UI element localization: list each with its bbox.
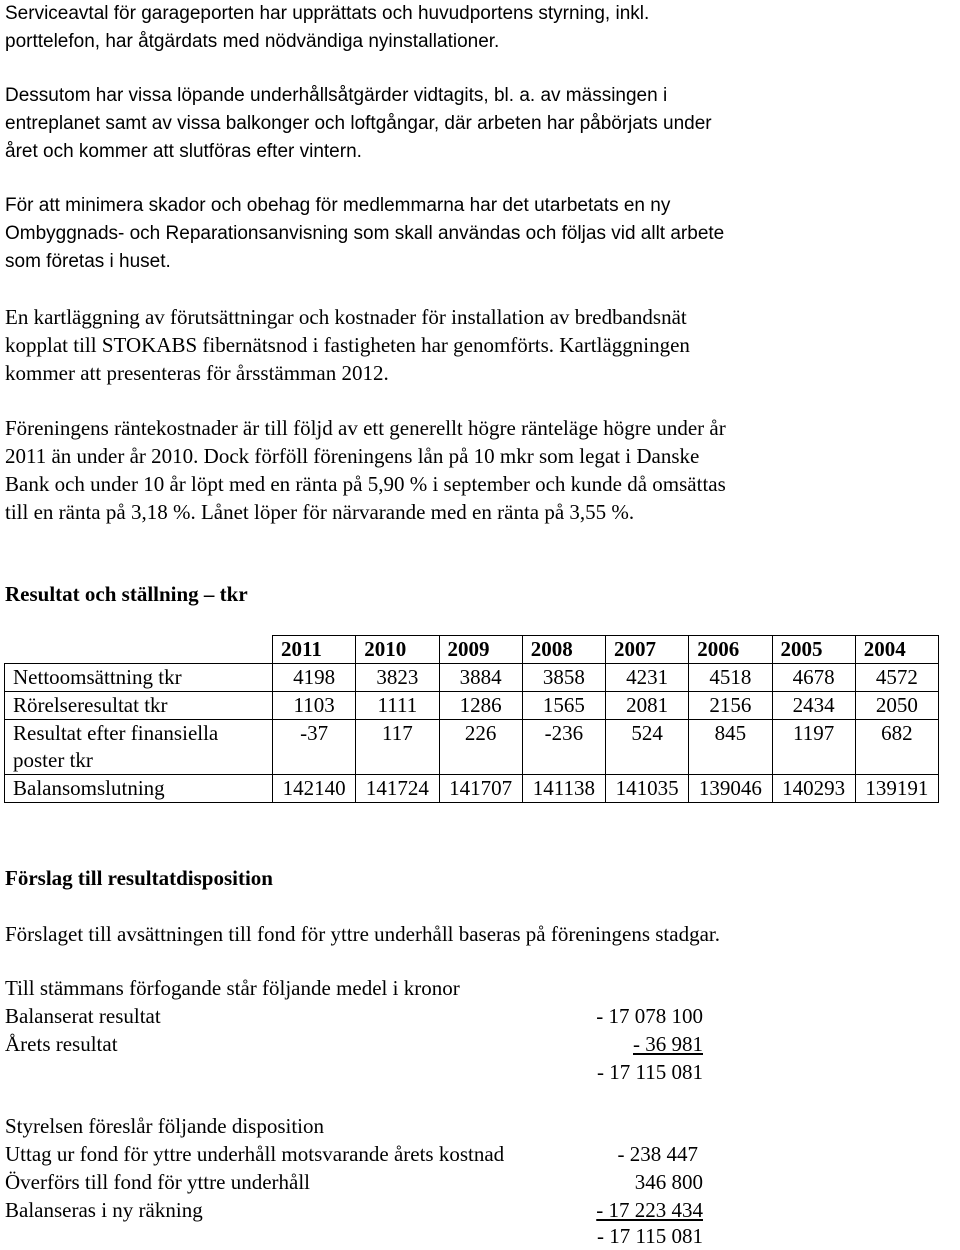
board-amount: 346 800 (634, 1170, 703, 1194)
table-cell: 2081 (606, 692, 689, 720)
table-cell: 226 (439, 720, 522, 775)
disposal-row (5, 1030, 703, 1058)
disposal-total: - 17 115 081 (597, 1060, 703, 1084)
board-row (5, 1140, 703, 1168)
disposal-label: Årets resultat (5, 1032, 118, 1056)
table-header-row (5, 636, 939, 664)
table-cell: 1103 (273, 692, 356, 720)
table-row (5, 692, 939, 720)
paragraph-renovation-guide (5, 192, 724, 276)
table-cell: 3884 (439, 664, 522, 692)
board-label: Uttag ur fond för yttre underhåll motsvarande årets kostnad (5, 1142, 505, 1166)
row-label: Nettoomsättning tkr (5, 664, 273, 692)
table-cell: 141138 (522, 775, 605, 803)
disposal-row (5, 1002, 703, 1030)
board-label: Balanseras i ny räkning (5, 1198, 203, 1222)
proposal-text: Förslaget till avsättningen till fond för yttre underhåll baseras på föreningens stadgar. (5, 922, 720, 946)
text-line: porttelefon, har åtgärdats med nödvändiga nyinstallationer. (5, 31, 500, 52)
board-label: Överförs till fond för yttre underhåll (5, 1170, 310, 1194)
text-line: kopplat till STOKABS fibernätsnod i fastigheten har genomförts. Kartläggningen (5, 333, 690, 357)
text-line: som företas i huset. (5, 251, 171, 272)
paragraph-interest (5, 414, 726, 526)
text-line: entreplanet samt av vissa balkonger och loftgångar, där arbeten har påbörjats under (5, 113, 712, 134)
table-cell: 682 (855, 720, 938, 775)
board-amount: - 17 223 434 (596, 1198, 703, 1222)
table-row (5, 775, 939, 803)
table-cell: 2434 (772, 692, 855, 720)
paragraph-service-agreement (5, 0, 649, 56)
year-header: 2007 (606, 636, 689, 664)
disposal-intro: Till stämmans förfogande står följande medel i kronor (5, 976, 460, 1000)
text-line: För att minimera skador och obehag för medlemmarna har det utarbetats en ny (5, 195, 671, 216)
section-title-results: Resultat och ställning – tkr (5, 582, 248, 606)
text-line: Ombyggnads- och Reparationsanvisning som skall användas och följas vid allt arbete (5, 223, 725, 244)
table-cell: 2050 (855, 692, 938, 720)
year-header: 2006 (689, 636, 772, 664)
board-row (5, 1168, 703, 1196)
board-total: - 17 115 081 (597, 1224, 703, 1248)
table-cell: 4231 (606, 664, 689, 692)
table-cell: 1565 (522, 692, 605, 720)
paragraph-broadband (5, 303, 690, 387)
table-cell: 141707 (439, 775, 522, 803)
row-label: Rörelseresultat tkr (5, 692, 273, 720)
disposal-amount: - 36 981 (633, 1032, 703, 1056)
table-cell: 4198 (273, 664, 356, 692)
table-cell: 141035 (606, 775, 689, 803)
table-cell: 3823 (356, 664, 439, 692)
row-label: Resultat efter finansiella poster tkr (5, 720, 273, 775)
table-cell: 4518 (689, 664, 772, 692)
table-corner-cell (5, 636, 273, 664)
results-table (4, 635, 939, 803)
disposal-amount: - 17 078 100 (596, 1004, 703, 1028)
section-title-disposition: Förslag till resultatdisposition (5, 866, 273, 890)
table-cell: 139046 (689, 775, 772, 803)
text-line: Bank och under 10 år löpt med en ränta på 5,90 % i september och kunde då omsättas (5, 472, 726, 496)
table-cell: 4678 (772, 664, 855, 692)
text-line: till en ränta på 3,18 %. Lånet löper för närvarande med en ränta på 3,55 %. (5, 500, 635, 524)
board-amount: - 238 447 (617, 1142, 698, 1166)
paragraph-maintenance (5, 82, 712, 166)
table-cell: 139191 (855, 775, 938, 803)
text-line: Föreningens räntekostnader är till följd av ett generellt högre ränteläge högre under år (5, 416, 726, 440)
table-cell: 1286 (439, 692, 522, 720)
text-line: året och kommer att slutföras efter vintern. (5, 141, 362, 162)
table-cell: 4572 (855, 664, 938, 692)
text-line: Dessutom har vissa löpande underhållsåtgärder vidtagits, bl. a. av mässingen i (5, 85, 668, 106)
year-header: 2011 (273, 636, 356, 664)
text-line: En kartläggning av förutsättningar och kostnader för installation av bredbandsnät (5, 305, 687, 329)
table-cell: 142140 (273, 775, 356, 803)
table-cell: 117 (356, 720, 439, 775)
table-cell: 524 (606, 720, 689, 775)
table-cell: -37 (273, 720, 356, 775)
table-cell: 141724 (356, 775, 439, 803)
table-cell: 1111 (356, 692, 439, 720)
table-cell: 140293 (772, 775, 855, 803)
text-line: 2011 än under år 2010. Dock förföll föreningens lån på 10 mkr som legat i Danske (5, 444, 700, 468)
table-cell: 845 (689, 720, 772, 775)
table-cell: 2156 (689, 692, 772, 720)
table-row (5, 720, 939, 775)
table-cell: 1197 (772, 720, 855, 775)
year-header: 2008 (522, 636, 605, 664)
disposal-label: Balanserat resultat (5, 1004, 161, 1028)
year-header: 2010 (356, 636, 439, 664)
table-cell: -236 (522, 720, 605, 775)
board-row (5, 1196, 703, 1224)
text-line: Serviceavtal för garageporten har upprättats och huvudportens styrning, inkl. (5, 3, 650, 24)
text-line: kommer att presenteras för årsstämman 2012. (5, 361, 389, 385)
table-row (5, 664, 939, 692)
board-intro: Styrelsen föreslår följande disposition (5, 1114, 325, 1138)
year-header: 2005 (772, 636, 855, 664)
table-cell: 3858 (522, 664, 605, 692)
year-header: 2009 (439, 636, 522, 664)
year-header: 2004 (855, 636, 938, 664)
row-label: Balansomslutning (5, 775, 273, 803)
